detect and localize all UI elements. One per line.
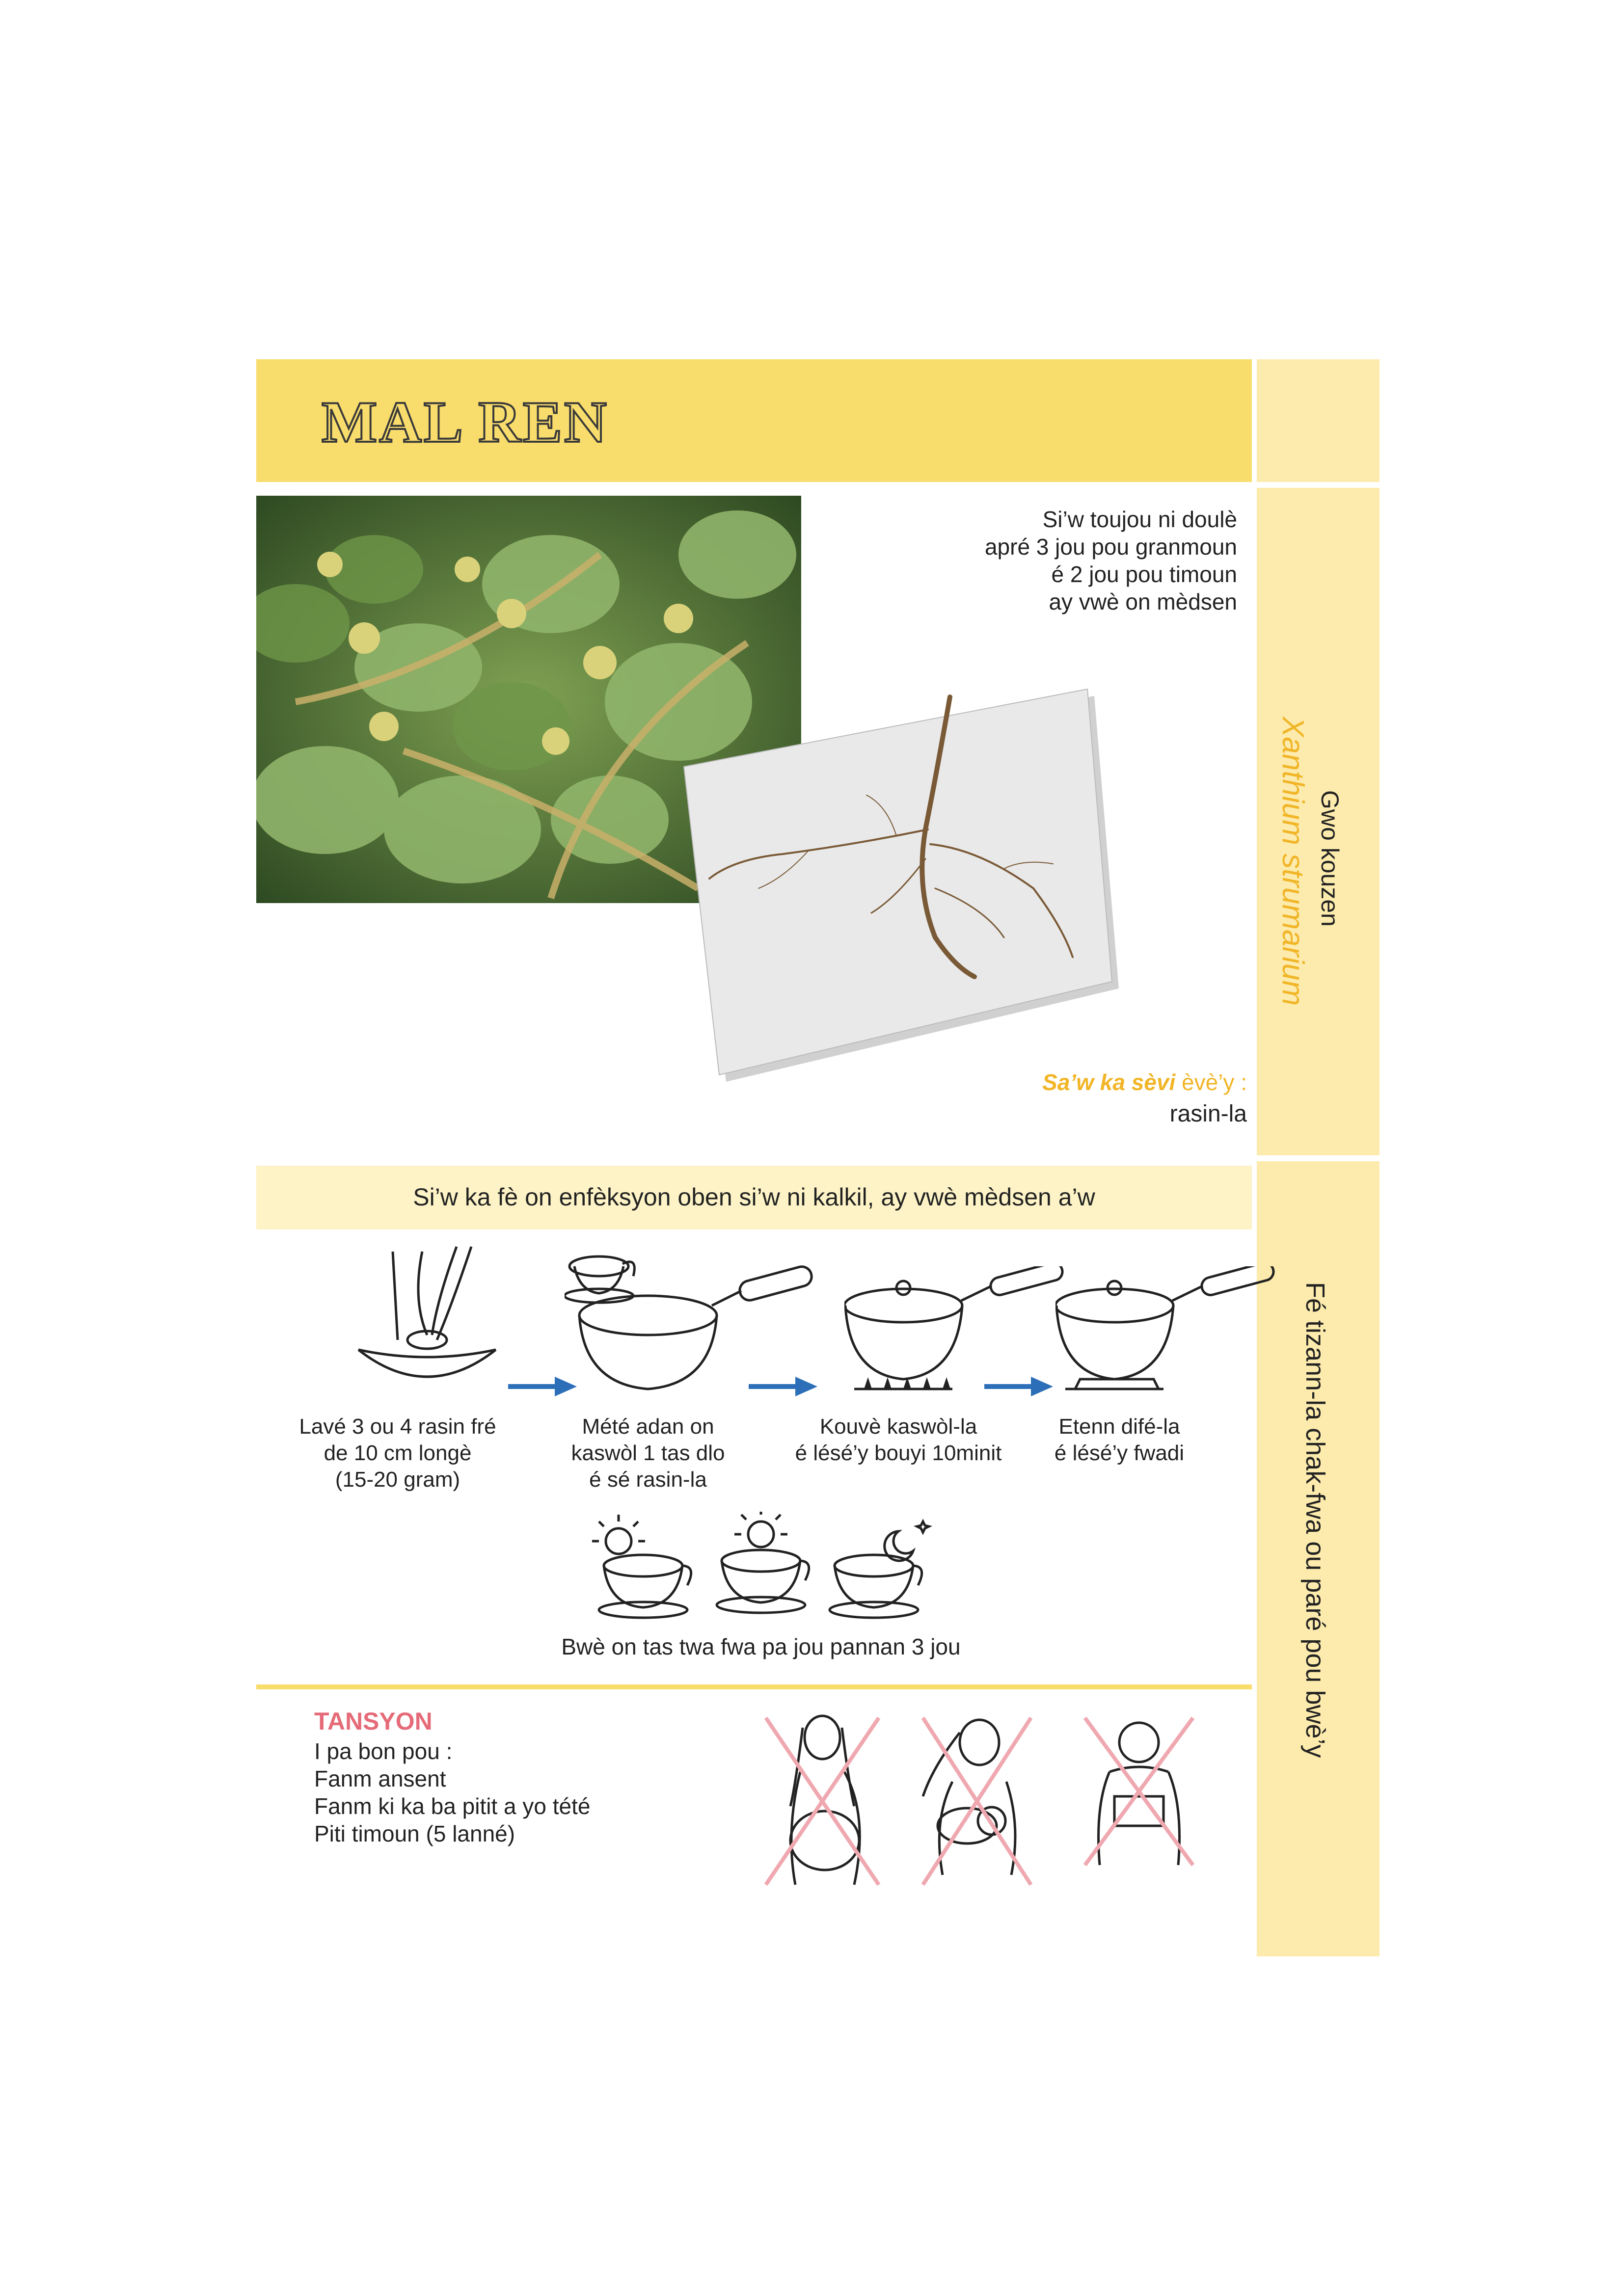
step-line: kaswòl 1 tas dlo — [571, 1441, 725, 1465]
warning-text — [884, 506, 1237, 615]
child-crossed-icon — [1075, 1708, 1203, 1875]
warning-line: Si’w toujou ni doulè — [1042, 507, 1237, 532]
caution-line: Fanm ki ka ba pitit a yo tété — [314, 1793, 591, 1819]
covered-pot-off-icon — [1055, 1266, 1281, 1409]
page-title: MAL REN — [322, 389, 609, 454]
washing-hands-bowl-icon — [353, 1242, 501, 1399]
caution-line: I pa bon pou : — [314, 1738, 453, 1764]
side-instruction: Fé tizann-la chak-fwa ou paré pou bwè’y — [1300, 1282, 1330, 1758]
caution-title: TANSYON — [314, 1708, 433, 1735]
step-label — [771, 1414, 1026, 1467]
caution-line: Fanm ansent — [314, 1766, 446, 1791]
usage-label-rest: èvè’y : — [1175, 1069, 1247, 1095]
step-line: (15-20 gram) — [335, 1468, 460, 1492]
arrow-right-icon — [749, 1374, 817, 1399]
usage-label — [992, 1069, 1247, 1095]
three-cups-icon — [584, 1512, 943, 1620]
divider — [256, 1684, 1252, 1689]
infection-note: Si’w ka fè on enfèksyon oben si’w ni kalkil, ay vwè mèdsen a’w — [413, 1183, 1095, 1211]
warning-line: ay vwè on mèdsen — [1049, 589, 1237, 614]
warning-line: apré 3 jou pou granmoun — [984, 534, 1237, 560]
step-line: é lésé’y bouyi 10minit — [795, 1441, 1002, 1465]
step-line: Mété adan on — [582, 1415, 714, 1439]
step-label — [1026, 1414, 1213, 1467]
step-line: é sé rasin-la — [589, 1468, 707, 1492]
caution-list — [314, 1737, 591, 1847]
caution-line: Piti timoun (5 lanné) — [314, 1821, 515, 1846]
step-line: de 10 cm longè — [324, 1441, 472, 1465]
arrow-right-icon — [508, 1374, 577, 1399]
step-line: é lésé’y fwadi — [1054, 1441, 1185, 1465]
pregnant-woman-crossed-icon — [756, 1708, 889, 1895]
common-name: Gwo kouzen — [1316, 790, 1344, 927]
step-line: Lavé 3 ou 4 rasin fré — [299, 1415, 496, 1439]
step-label — [545, 1414, 751, 1493]
usage-label-italic: Sa’w ka sèvi — [1042, 1069, 1176, 1095]
part-used: rasin-la — [1169, 1101, 1247, 1127]
scientific-name: Xanthium strumarium — [1276, 717, 1310, 1006]
breastfeeding-woman-crossed-icon — [913, 1708, 1041, 1895]
dosage-text: Bwè on tas twa fwa pa jou pannan 3 jou — [561, 1634, 961, 1659]
arrow-right-icon — [984, 1374, 1053, 1399]
step-label — [290, 1414, 506, 1493]
side-column-top — [1257, 359, 1380, 482]
root-photo — [660, 682, 1127, 1085]
step-line: Kouvè kaswòl-la — [819, 1415, 977, 1439]
warning-line: é 2 jou pou timoun — [1051, 561, 1237, 587]
step-line: Etenn difé-la — [1058, 1415, 1180, 1439]
